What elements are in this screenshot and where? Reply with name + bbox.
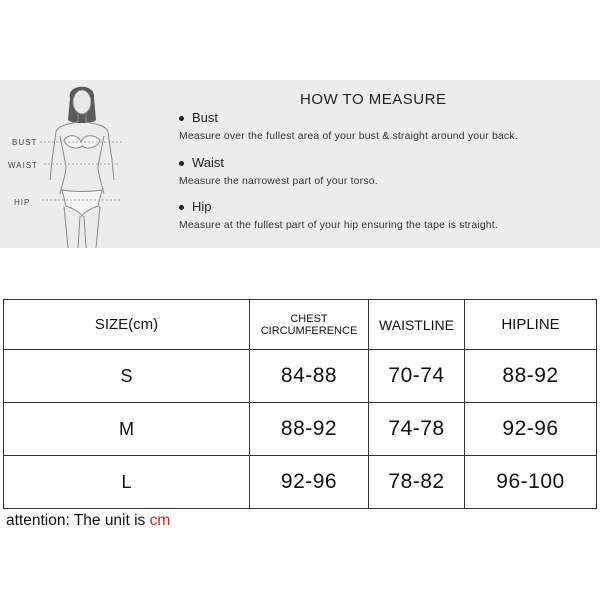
hip-value: 88-92 xyxy=(465,350,597,403)
waist-heading xyxy=(179,155,224,170)
size-header: SIZE(cm) xyxy=(4,300,250,350)
bullet-icon xyxy=(179,205,184,210)
size-value: M xyxy=(4,403,250,456)
hip-heading-text: Hip xyxy=(192,199,212,214)
bust-heading-text: Bust xyxy=(192,110,219,125)
hip-heading xyxy=(179,199,212,214)
table-row xyxy=(4,350,597,403)
waist-value: 78-82 xyxy=(369,456,465,509)
unit-value: cm xyxy=(149,512,171,529)
bullet-icon xyxy=(179,116,184,121)
hip-value: 92-96 xyxy=(465,403,597,456)
body-figure-illustration xyxy=(0,80,170,248)
hip-value: 96-100 xyxy=(465,456,597,509)
bust-heading xyxy=(179,110,218,125)
unit-note xyxy=(6,512,170,530)
chest-header-line2: CIRCUMFERENCE xyxy=(260,324,358,337)
size-value: S xyxy=(4,350,250,403)
unit-note-text: attention: The unit is xyxy=(6,512,150,529)
waist-value: 74-78 xyxy=(369,403,465,456)
hip-header: HIPLINE xyxy=(465,300,597,350)
table-row xyxy=(4,403,597,456)
waist-description: Measure the narrowest part of your torso. xyxy=(179,176,378,187)
table-header-row xyxy=(4,300,597,350)
chest-value: 88-92 xyxy=(250,403,369,456)
bust-description: Measure over the fullest area of your bust & straight around your back. xyxy=(179,131,518,142)
chest-header-line1: CHEST xyxy=(290,312,328,325)
waist-label: WAIST xyxy=(8,161,39,170)
size-chart-table xyxy=(3,299,597,509)
bust-label: BUST xyxy=(12,138,38,147)
size-value: L xyxy=(4,456,250,509)
bullet-icon xyxy=(179,161,184,166)
hip-label: HIP xyxy=(14,198,31,207)
waist-heading-text: Waist xyxy=(192,155,225,170)
chest-value: 84-88 xyxy=(250,350,369,403)
chest-value: 92-96 xyxy=(250,456,369,509)
chest-header xyxy=(250,300,369,350)
hip-description: Measure at the fullest part of your hip ensuring the tape is straight. xyxy=(179,220,498,231)
waist-value: 70-74 xyxy=(369,350,465,403)
waist-header: WAISTLINE xyxy=(369,300,465,350)
guide-title: HOW TO MEASURE xyxy=(300,91,447,108)
table-row xyxy=(4,456,597,509)
